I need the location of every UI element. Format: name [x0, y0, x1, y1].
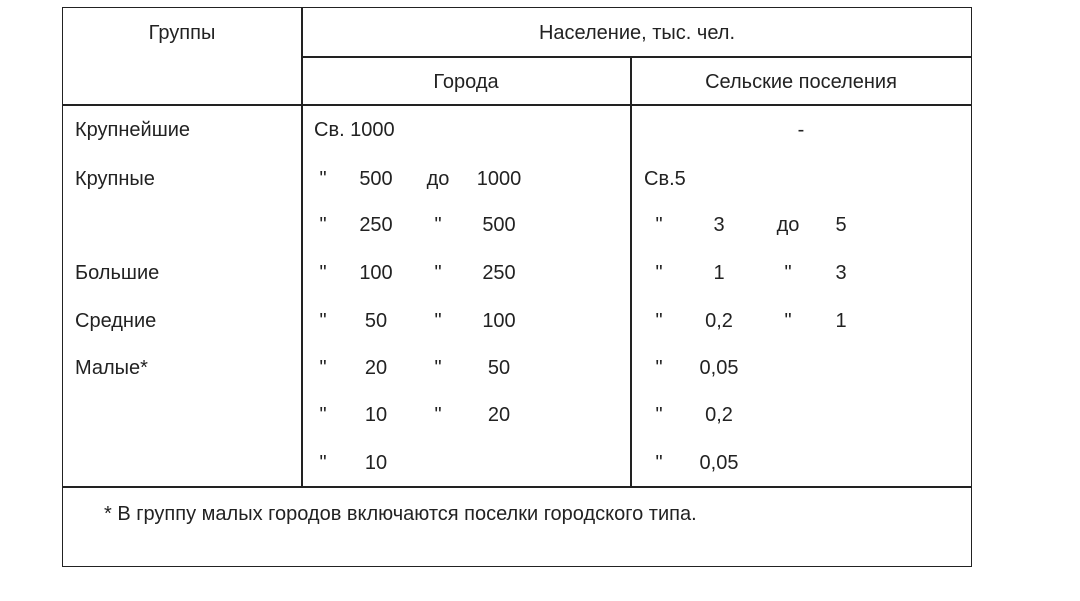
city-to: 250	[482, 262, 516, 284]
group-label: Крупные	[75, 168, 155, 190]
city-from: 100	[359, 262, 393, 284]
rural-from: 0,05	[699, 357, 739, 379]
city-range-start: Св. 1000	[314, 119, 395, 141]
header-cities: Города	[433, 71, 499, 93]
header-groups: Группы	[148, 22, 216, 44]
rural-from: 0,2	[705, 310, 733, 332]
city-to: 1000	[476, 168, 522, 190]
city-from: 250	[359, 214, 393, 236]
ditto-mark: "	[655, 452, 663, 474]
ditto-mark: "	[434, 310, 442, 332]
city-to: 20	[487, 404, 511, 426]
ditto-mark: "	[434, 214, 442, 236]
ditto-mark: "	[784, 310, 792, 332]
ditto-mark: "	[319, 168, 327, 190]
divider-header-body	[62, 104, 972, 106]
divider-cities-rural	[630, 56, 632, 487]
ditto-mark: "	[319, 214, 327, 236]
ditto-mark: "	[319, 452, 327, 474]
rural-none: -	[797, 119, 805, 141]
ditto-mark: "	[319, 310, 327, 332]
city-from: 10	[364, 404, 388, 426]
rural-range-start: Св.5	[644, 168, 686, 190]
rural-from: 3	[713, 214, 725, 236]
group-label: Средние	[75, 310, 157, 332]
group-label: Большие	[75, 262, 160, 284]
city-from: 50	[364, 310, 388, 332]
ditto-mark: "	[319, 262, 327, 284]
city-from: 20	[364, 357, 388, 379]
divider-header-sub	[301, 56, 972, 58]
city-to-word: до	[426, 168, 450, 190]
rural-to: 1	[835, 310, 847, 332]
ditto-mark: "	[655, 357, 663, 379]
city-to: 500	[482, 214, 516, 236]
divider-groups-column	[301, 8, 303, 487]
ditto-mark: "	[434, 262, 442, 284]
city-to: 50	[487, 357, 511, 379]
rural-to-word: до	[776, 214, 800, 236]
ditto-mark: "	[784, 262, 792, 284]
footnote: * В группу малых городов включаются поселки городского типа.	[104, 503, 697, 525]
rural-from: 0,2	[705, 404, 733, 426]
city-from: 10	[364, 452, 388, 474]
rural-from: 1	[713, 262, 725, 284]
group-label: Малые*	[75, 357, 148, 379]
rural-from: 0,05	[699, 452, 739, 474]
group-label: Крупнейшие	[75, 119, 191, 141]
ditto-mark: "	[655, 404, 663, 426]
city-from: 500	[359, 168, 393, 190]
divider-body-footnote	[62, 486, 972, 488]
ditto-mark: "	[655, 214, 663, 236]
ditto-mark: "	[319, 404, 327, 426]
ditto-mark: "	[655, 310, 663, 332]
city-to: 100	[482, 310, 516, 332]
header-population: Население, тыс. чел.	[538, 22, 736, 44]
ditto-mark: "	[434, 357, 442, 379]
header-rural: Сельские поселения	[705, 71, 897, 93]
rural-to: 3	[835, 262, 847, 284]
ditto-mark: "	[434, 404, 442, 426]
ditto-mark: "	[655, 262, 663, 284]
rural-to: 5	[835, 214, 847, 236]
ditto-mark: "	[319, 357, 327, 379]
